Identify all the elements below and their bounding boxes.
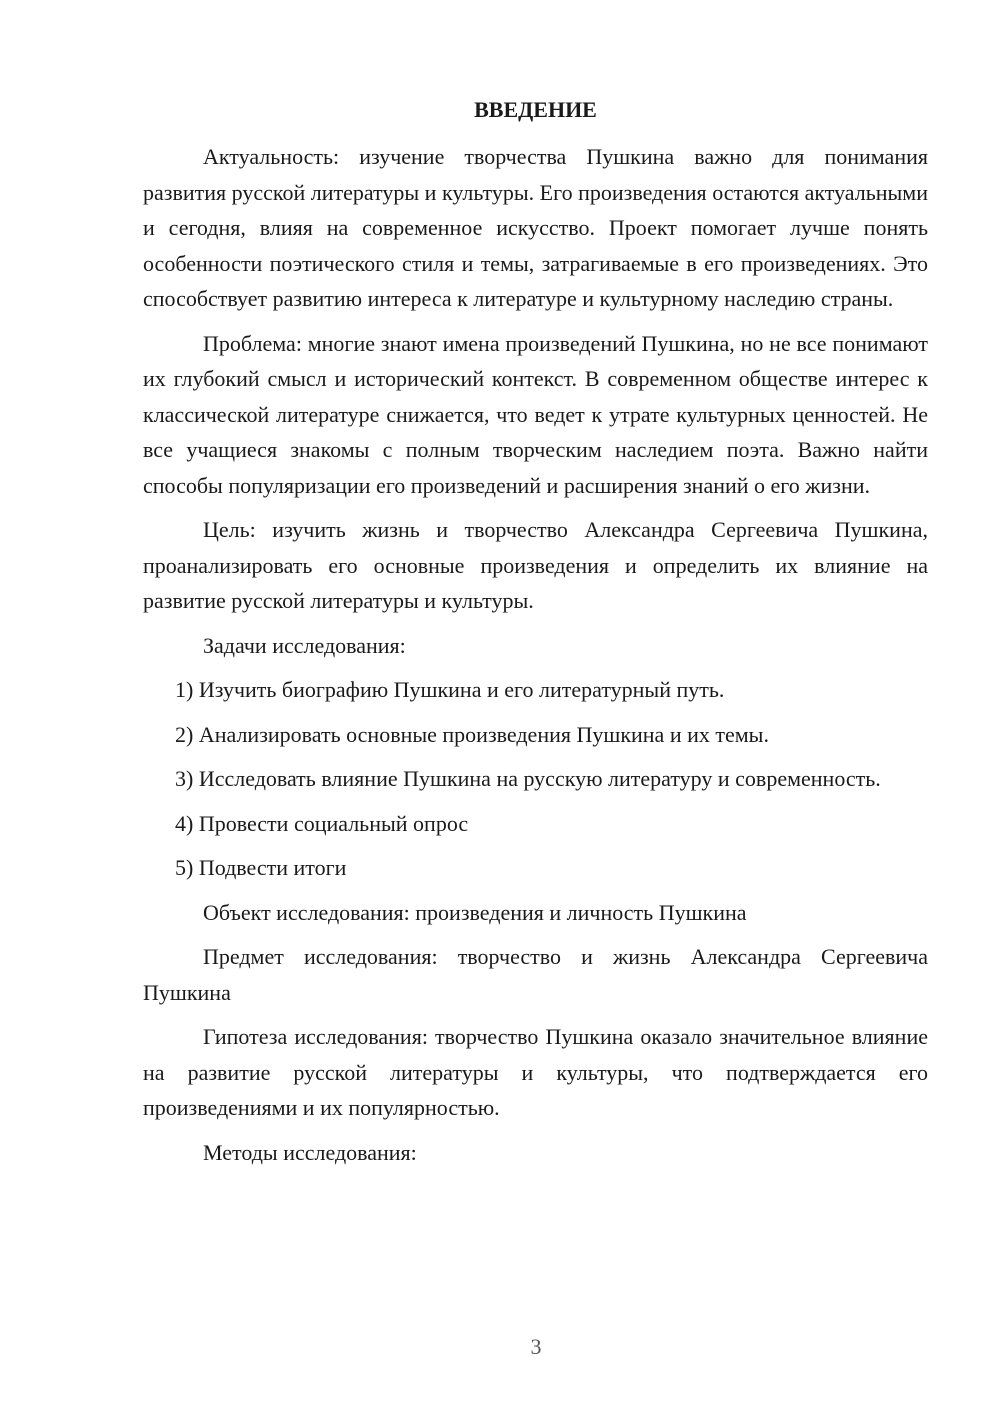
paragraph-object: Объект исследования: произведения и личность Пушкина [203,899,747,925]
paragraph-hypothesis: Гипотеза исследования: творчество Пушкина оказало значительное влияние на развитие русской литературы и культуры, что подтверждается его произведениями и их популярностью. [143,1024,928,1120]
page-number: 3 [530,1334,542,1359]
task-item-3: 3) Исследовать влияние Пушкина на русскую литературу и современность. [175,766,881,791]
paragraph-methods: Методы исследования: [203,1139,417,1165]
paragraph-problem: Проблема: многие знают имена произведений Пушкина, но не все понимают их глубокий смысл и исторический контекст. В современном обществе интерес к классической литературе снижается, что ведет к утрате культурных ценностей. Не все учащиеся знакомы с полным творческим наследием поэта. Важно найти способы популяризации его произведений и расширения знаний о его жизни. [143,330,928,498]
task-item-1: 1) Изучить биографию Пушкина и его литературный путь. [175,677,725,702]
paragraph-subject: Предмет исследования: творчество и жизнь Александра Сергеевича Пушкина [143,944,928,1005]
paragraph-tasks-heading: Задачи исследования: [203,632,406,658]
task-item-2: 2) Анализировать основные произведения Пушкина и их темы. [175,721,769,747]
paragraph-relevance: Актуальность: изучение творчества Пушкина важно для понимания развития русской литературы и культуры. Его произведения остаются актуальными и сегодня, влияя на современное искусство. Проект помогает лучше понять особенности поэтического стиля и темы, затрагиваемые в его произведениях. Это способствует развитию интереса к литературе и культурному наследию страны. [143,144,928,311]
task-item-4: 4) Провести социальный опрос [175,810,469,836]
page-content [143,92,928,1179]
paragraph-goal: Цель: изучить жизнь и творчество Александра Сергеевича Пушкина, проанализировать его основные произведения и определить их влияние на развитие русской литературы и культуры. [143,517,928,613]
section-title: ВВЕДЕНИЕ [474,97,597,122]
task-item-5: 5) Подвести итоги [175,855,347,880]
